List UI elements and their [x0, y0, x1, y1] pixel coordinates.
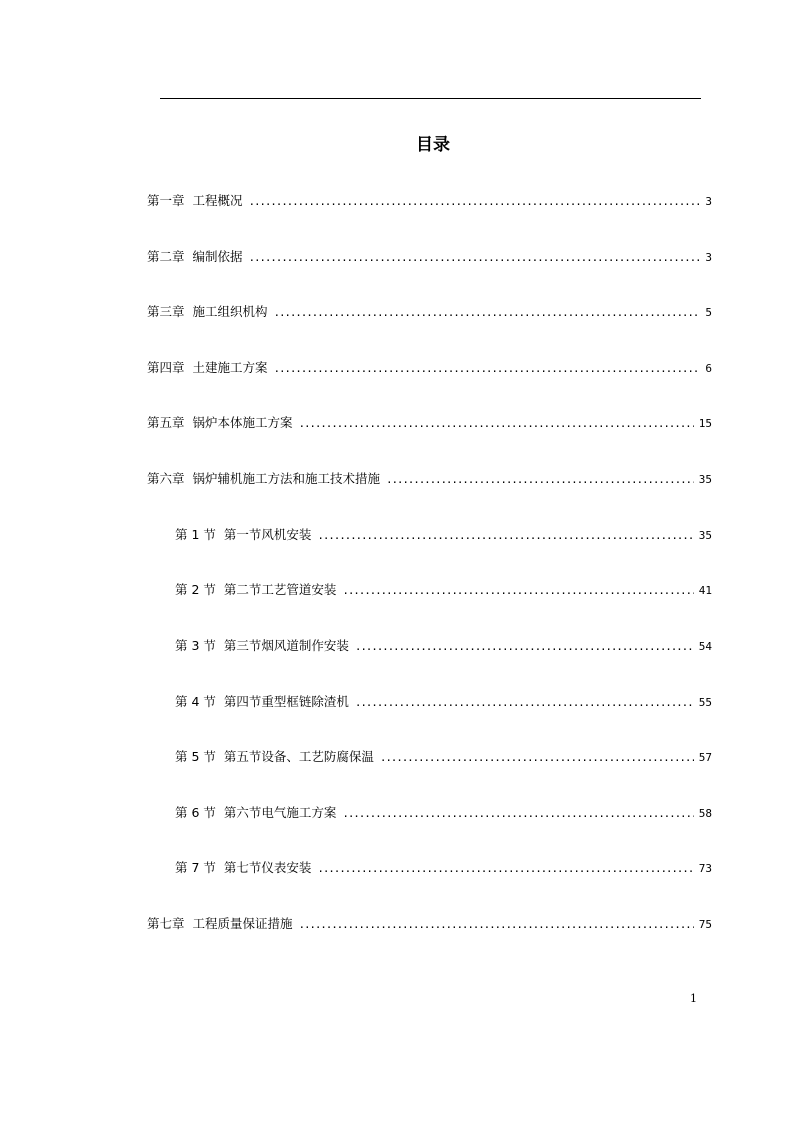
toc-entry-page: 3 [705, 251, 712, 264]
toc-entry-page: 3 [705, 195, 712, 208]
toc-entry-label: 锅炉本体施工方案 [192, 415, 293, 430]
toc-entry-page: 54 [698, 640, 712, 653]
toc-leader-dots [355, 694, 694, 712]
toc-entry-page: 55 [698, 696, 712, 709]
toc-entry-number: 第 5 节 [175, 749, 216, 764]
toc-entry-page: 5 [705, 306, 712, 319]
toc-entry-label: 第七节仪表安装 [223, 860, 312, 875]
toc-entry-section-6[interactable] [175, 804, 712, 822]
toc-leader-dots [299, 916, 694, 934]
toc-entry-label: 施工组织机构 [192, 304, 268, 319]
toc-entry-page: 73 [698, 862, 712, 875]
toc-entry-number: 第三章 [147, 304, 185, 319]
toc-entry-section-3[interactable] [175, 637, 712, 655]
toc-entry-number: 第二章 [147, 249, 185, 264]
toc-leader-dots [317, 527, 693, 545]
toc-entry-label: 土建施工方案 [192, 360, 268, 375]
toc-leader-dots [380, 749, 694, 767]
toc-entry-page: 58 [698, 807, 712, 820]
toc-entry-number: 第四章 [147, 360, 185, 375]
toc-entry-chapter-4[interactable] [147, 359, 712, 377]
toc-leader-dots [249, 193, 701, 211]
toc-leader-dots [274, 360, 701, 378]
toc-entry-page: 15 [698, 417, 712, 430]
toc-entry-chapter-2[interactable] [147, 248, 712, 266]
toc-leader-dots [386, 471, 694, 489]
toc-entry-label: 第六节电气施工方案 [223, 805, 337, 820]
toc-entry-label: 工程质量保证措施 [192, 916, 293, 931]
toc-entry-label: 第四节重型框链除渣机 [223, 694, 349, 709]
toc-entry-section-4[interactable] [175, 693, 712, 711]
toc-entry-number: 第 2 节 [175, 582, 216, 597]
toc-leader-dots [317, 860, 693, 878]
toc-title: 目录 [416, 135, 450, 155]
toc-entry-chapter-5[interactable] [147, 414, 712, 432]
toc-entry-chapter-6[interactable] [147, 470, 712, 488]
toc-entry-page: 75 [698, 918, 712, 931]
toc-leader-dots [274, 304, 701, 322]
toc-entry-label: 锅炉辅机施工方法和施工技术措施 [192, 471, 381, 486]
toc-leader-dots [342, 582, 693, 600]
toc-entry-chapter-3[interactable] [147, 303, 712, 321]
toc-entry-page: 57 [698, 751, 712, 764]
toc-entry-page: 6 [705, 362, 712, 375]
toc-entry-section-7[interactable] [175, 859, 712, 877]
toc-entry-label: 第五节设备、工艺防腐保温 [223, 749, 374, 764]
toc-entry-label: 工程概况 [192, 193, 243, 208]
toc-entry-page: 35 [698, 529, 712, 542]
toc-entry-label: 编制依据 [192, 249, 243, 264]
toc-leader-dots [342, 805, 693, 823]
toc-entry-label: 第二节工艺管道安装 [223, 582, 337, 597]
toc-leader-dots [299, 415, 694, 433]
toc-entry-number: 第 4 节 [175, 694, 216, 709]
toc-entry-label: 第三节烟风道制作安装 [223, 638, 349, 653]
toc-entry-number: 第 3 节 [175, 638, 216, 653]
toc-leader-dots [355, 638, 694, 656]
toc-entry-section-1[interactable] [175, 526, 712, 544]
toc-entry-number: 第 1 节 [175, 527, 216, 542]
toc-entry-page: 35 [698, 473, 712, 486]
toc-entry-section-2[interactable] [175, 581, 712, 599]
toc-entry-number: 第 6 节 [175, 805, 216, 820]
toc-leader-dots [249, 249, 701, 267]
toc-entry-section-5[interactable] [175, 748, 712, 766]
toc-entry-label: 第一节风机安装 [223, 527, 312, 542]
toc-entry-number: 第五章 [147, 415, 185, 430]
toc-entry-number: 第六章 [147, 471, 185, 486]
toc-entry-chapter-1[interactable] [147, 192, 712, 210]
toc-entry-number: 第 7 节 [175, 860, 216, 875]
page-number: 1 [690, 992, 697, 1005]
toc-entry-chapter-7[interactable] [147, 915, 712, 933]
toc-entry-page: 41 [698, 584, 712, 597]
toc-entry-number: 第一章 [147, 193, 185, 208]
toc-entry-number: 第七章 [147, 916, 185, 931]
